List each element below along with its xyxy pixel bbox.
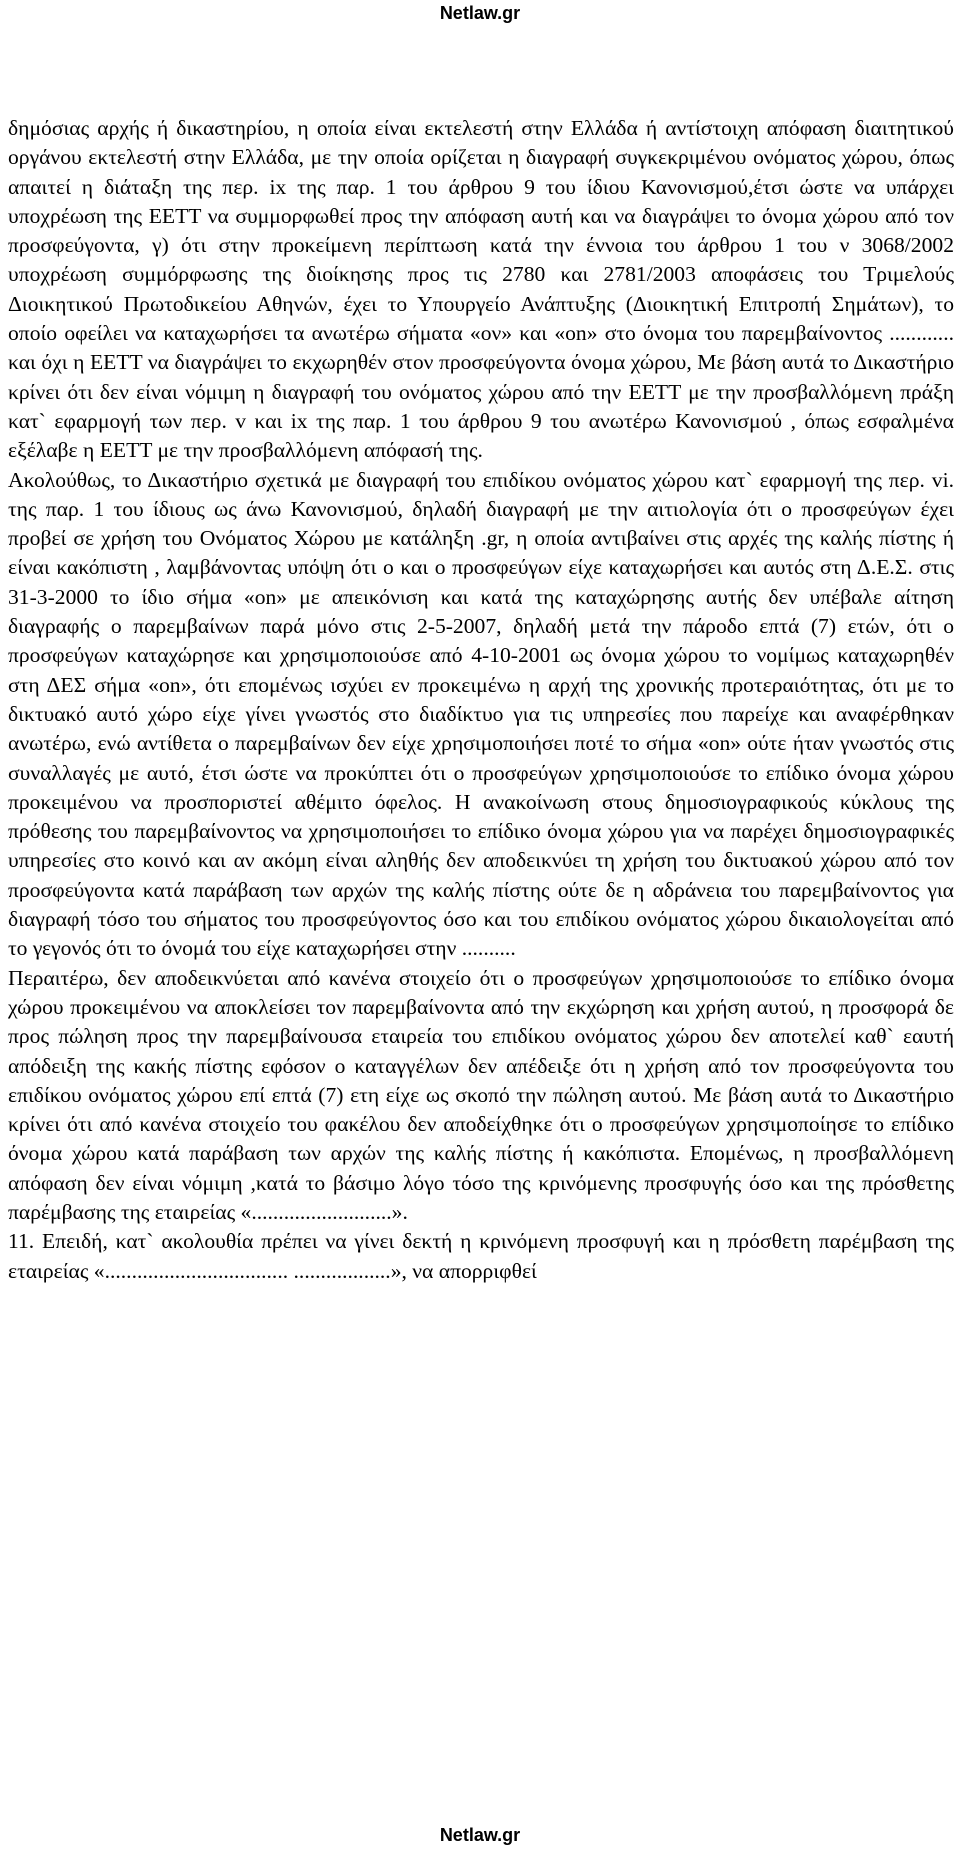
paragraph-further-findings: Περαιτέρω, δεν αποδεικνύεται από κανένα στοιχείο ότι ο προσφεύγων χρησιμοποιούσε το επίδικο όνομα χώρου προκειμένου να αποκλείσει τον παρεμβαίνοντα από την εκχώρηση και χρήση αυτού, η προσφορά δε προς πώληση προς την παρεμβαίνουσα εταιρεία του επιδίκου ονόματος χώρου δεν αποτελεί καθ` εαυτή απόδειξη της κακής πίστης εφόσον ο καταγγέλων δεν απέδειξε ότι η χρήση από τον προσφεύγοντα του επιδίκου ονόματος χώρου επί επτά (7) ετη είχε ως σκοπό την πώληση αυτού. Με βάση αυτά το Δικαστήριο κρίνει ότι από κανένα στοιχείο του φακέλου δεν αποδείχθηκε ότι ο προσφεύγων χρησιμοποίησε το επίδικο όνομα χώρου κατά παράβαση των αρχών της καλής πίστης ή κακόπιστα. Επομένως, η προσβαλλόμενη απόφαση δεν είναι νόμιμη ,κατά το βάσιμο λόγο τόσο της κρινόμενης προσφυγής όσο και της πρόσθετης παρέμβασης της εταιρείας «..........................».	[8, 965, 954, 1224]
site-header: Netlaw.gr	[439, 3, 521, 23]
paragraph-conclusion: 11. Επειδή, κατ` ακολουθία πρέπει να γίνει δεκτή η κρινόμενη προσφυγή και η πρόσθετη παρέμβαση της εταιρείας «.................................. ..................», να απορριφθεί	[8, 1229, 954, 1283]
document-body	[8, 114, 954, 1286]
paragraph-annulment-reasoning: δημόσιας αρχής ή δικαστηρίου, η οποία είναι εκτελεστή στην Ελλάδα ή αντίστοιχη απόφαση διαιτητικού οργάνου εκτελεστή στην Ελλάδα, με την οποία ορίζεται η διαγραφή συγκεκριμένου ονόματος χώρου, όπως απαιτεί η διάταξη της περ. ix της παρ. 1 του άρθρου 9 του ίδιου Κανονισμού,έτσι ώστε να υπάρχει υποχρέωση της ΕΕΤΤ να συμμορφωθεί προς την απόφαση αυτή και να διαγράψει το όνομα χώρου από τον προσφεύγοντα, γ) ότι στην προκείμενη περίπτωση κατά την έννοια του άρθρου 1 του ν 3068/2002 υποχρέωση συμμόρφωσης της διοίκησης προς τις 2780 και 2781/2003 αποφάσεις του Τριμελούς Διοικητικού Πρωτοδικείου Αθηνών, έχει το Υπουργείο Ανάπτυξης (Διοικητική Επιτροπή Σημάτων), το οποίο οφείλει να καταχωρήσει τα ανωτέρω σήματα «ον» και «on» στο όνομα του παρεμβαίνοντος ............ και όχι η ΕΕΤΤ να διαγράψει το εκχωρηθέν στον προσφεύγοντα όνομα χώρου, Με βάση αυτά το Δικαστήριο κρίνει ότι δεν είναι νόμιμη η διαγραφή του ονόματος χώρου από την ΕΕΤΤ με την προσβαλλόμενη πράξη κατ` εφαρμογή των περ. v και ix της παρ. 1 του άρθρου 9 του ανωτέρω Κανονισμού , όπως εσφαλμένα εξέλαβε η ΕΕΤΤ με την προσβαλλόμενη απόφασή της.	[8, 116, 954, 463]
paragraph-good-faith-analysis: Ακολούθως, το Δικαστήριο σχετικά με διαγραφή του επιδίκου ονόματος χώρου κατ` εφαρμογή της περ. vi. της παρ. 1 του ίδιους ως άνω Κανονισμού, δηλαδή διαγραφή με την αιτιολογία ότι ο προσφεύγων έχει προβεί σε χρήση του Ονόματος Χώρου με κατάληξη .gr, η οποία αντιβαίνει στις αρχές της καλής πίστης ή είναι κακόπιστη , λαμβάνοντας υπόψη ότι ο και ο προσφεύγων είχε καταχωρήσει και αυτός στη Δ.Ε.Σ. στις 31-3-2000 το ίδιο σήμα «on» με απεικόνιση και κατά της καταχώρησης αυτής δεν υπέβαλε αίτηση διαγραφής ο παρεμβαίνων παρά μόνο στις 2-5-2007, δηλαδή μετά την πάροδο επτά (7) ετών, ότι ο προσφεύγων καταχώρησε και χρησιμοποιούσε από 4-10-2001 ως όνομα χώρου το νομίμως καταχωρηθέν στη ΔΕΣ σήμα «on», ότι επομένως ισχύει εν προκειμένω η αρχή της χρονικής προτεραιότητας, ότι με το δικτυακό αυτό χώρο είχε γίνει γνωστός στο διαδίκτυο για τις υπηρεσίες που παρείχε και αναφέρθηκαν ανωτέρω, ενώ αντίθετα ο παρεμβαίνων δεν είχε χρησιμοποιήσει ποτέ το σήμα «on» ούτε ήταν γνωστός στις συναλλαγές με αυτό, έτσι ώστε να προκύπτει ότι ο προσφεύγων χρησιμοποιούσε το επίδικο όνομα χώρου προκειμένου να προσποριστεί αθέμιτο όφελος. Η ανακοίνωση στους δημοσιογραφικούς κύκλους της πρόθεσης του παρεμβαίνοντος να χρησιμοποιήσει το επίδικο όνομα χώρου για να παρέχει δημοσιογραφικές υπηρεσίες στο κοινό και αν ακόμη είναι αληθής δεν αποδεικνύει τη χρήση του δικτυακού χώρου από τον προσφεύγοντα κατά παράβαση των αρχών της καλής πίστης ούτε δε η αδράνεια του παρεμβαίνοντος για διαγραφή τόσο του σήματος του προσφεύγοντος όσο και του επιδίκου ονόματος χώρου δικαιολογείται από το γεγονός ότι το όνομά του είχε καταχωρήσει στην ..........	[8, 467, 954, 961]
site-footer: Netlaw.gr	[439, 1825, 521, 1845]
